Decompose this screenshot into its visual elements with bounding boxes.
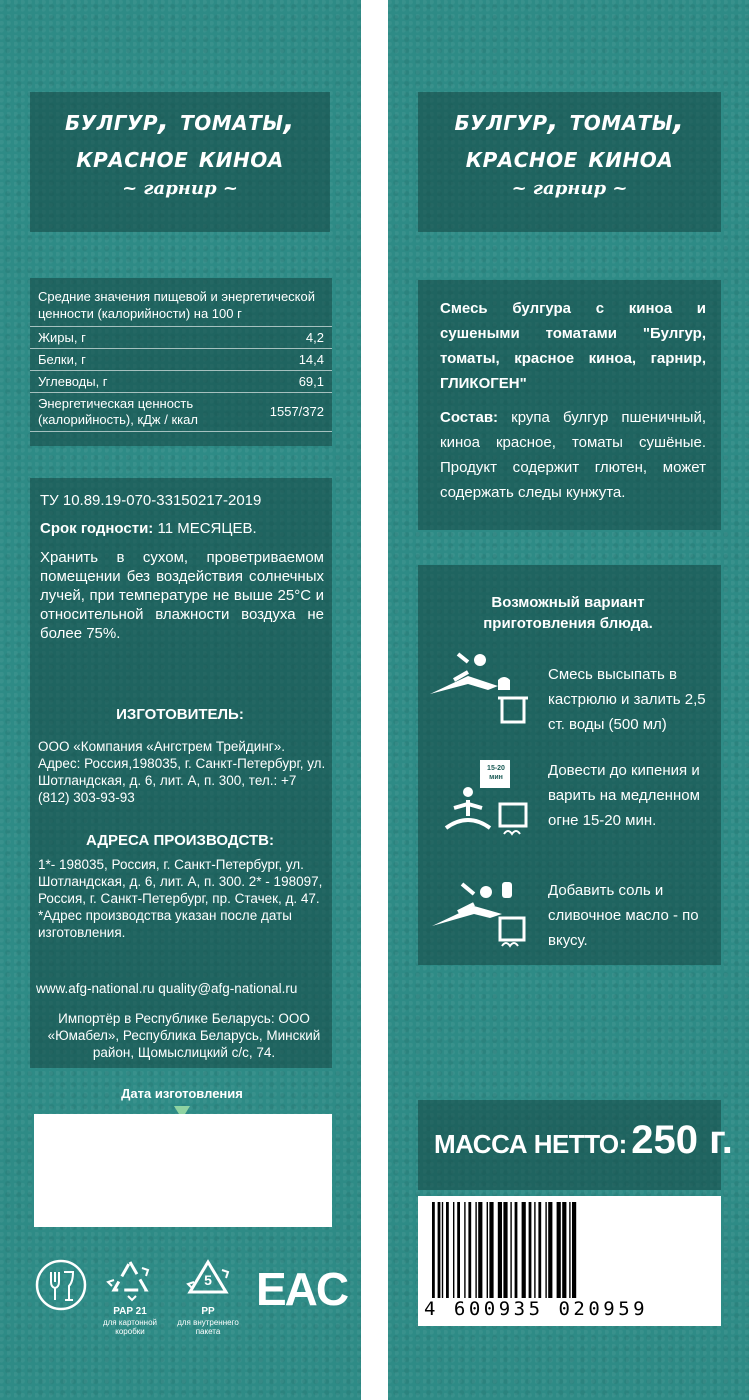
barcode-bar <box>545 1202 546 1298</box>
website-email: www.afg-national.ru quality@afg-national.ru <box>36 981 298 996</box>
title-line-2: красное киноа <box>76 140 284 174</box>
nutrition-label: Углеводы, г <box>38 374 108 389</box>
barcode-bar <box>432 1202 435 1298</box>
barcode-bar <box>515 1202 518 1298</box>
prep-step-3-text: Добавить соль и сливочное масло - по вкусу. <box>548 882 699 949</box>
nutrition-row <box>30 327 332 349</box>
barcode-digits: 4 600935 020959 <box>424 1298 649 1320</box>
shelf-life-value: 11 МЕСЯЦЕВ. <box>153 520 257 537</box>
barcode-bar <box>442 1202 443 1298</box>
shelf-life-label: Срок годности: <box>40 520 154 537</box>
nutrition-header: Средние значения пищевой и энергетической ценности (калорийности) на 100 г <box>30 284 332 327</box>
nutrition-row <box>30 349 332 371</box>
title-block <box>418 92 721 232</box>
recycling-icons <box>34 1258 348 1348</box>
left-side-panel <box>0 0 361 1400</box>
barcode-bar <box>569 1202 570 1298</box>
barcode-bar <box>478 1202 482 1298</box>
barcode-bar <box>572 1202 576 1298</box>
barcode-bar <box>475 1202 476 1298</box>
nutrition-value: 69,1 <box>298 374 324 389</box>
timer-label: 15-20 мин <box>487 765 505 781</box>
barcode-bar <box>510 1202 511 1298</box>
pp-number: 5 <box>204 1272 212 1288</box>
importer-info: Импортёр в Республике Беларусь: ООО «Юмабел», Республика Беларусь, Минский район, Щомыслицкий с/с, 74. <box>47 1011 321 1060</box>
product-description: Смесь булгура с киноа и сушеными томатами "Булгур, томаты, красное киноа, гарнир, ГЛИКОГЕН" <box>440 300 706 392</box>
pour-pot-icon <box>428 650 538 730</box>
storage-conditions: Хранить в сухом, проветриваемом помещении без воздействия солнечных лучей, при температуре не выше 25°С и относительной влажности воздуха не более 75%. <box>40 549 324 642</box>
net-weight-label: МАССА НЕТТО: <box>434 1129 627 1159</box>
manufacturer-text: ООО «Компания «Ангстрем Трейдинг». Адрес: Россия,198035, г. Санкт-Петербург, ул. Шотландская, д. 6, лит. А, п. 300, тел.: +7 (812) 303-93-93 <box>38 739 326 805</box>
subtitle: ~ гарнир ~ <box>122 178 238 199</box>
right-side-panel <box>388 0 749 1400</box>
pap-sub: для картонной коробки <box>102 1318 158 1336</box>
date-label: Дата изготовления <box>121 1086 243 1101</box>
barcode-bar <box>446 1202 449 1298</box>
pap-label: PAP 21 <box>113 1306 147 1317</box>
production-heading: АДРЕСА ПРОИЗВОДСТВ: <box>85 832 275 849</box>
barcode-bar <box>489 1202 493 1298</box>
barcode-bar <box>468 1202 471 1298</box>
prep-step-1-text: Смесь высыпать в кастрюлю и залить 2,5 ст. воды (500 мл) <box>548 666 706 733</box>
pp-sub: для внутреннего пакета <box>177 1318 239 1336</box>
barcode-bar <box>522 1202 526 1298</box>
barcode-bar <box>457 1202 460 1298</box>
barcode-bar <box>529 1202 532 1298</box>
add-salt-icon <box>430 876 540 956</box>
production-text: 1*- 198035, Россия, г. Санкт-Петербург, ул. Шотландская, д. 6, лит. А, п. 300. 2* - 198097, Россия, г. Санкт-Петербург, пр. Стачек, д. 47. *Адрес производства указан после даты изготовления. <box>38 857 323 940</box>
subtitle: ~ гарнир ~ <box>511 178 628 199</box>
title-line-1: булгур, томаты, <box>64 103 296 137</box>
nutrition-label: Жиры, г <box>38 330 86 345</box>
barcode-bar <box>498 1202 502 1298</box>
shelf-life <box>40 520 330 537</box>
nutrition-row <box>30 393 332 432</box>
barcode-bar <box>534 1202 535 1298</box>
composition <box>440 405 706 505</box>
barcode-bar <box>562 1202 566 1298</box>
date-of-manufacture-box <box>34 1114 332 1227</box>
net-weight <box>434 1118 733 1163</box>
composition-text: крупа булгур пшеничный, киноа красное, томаты сушёные. Продукт содержит глютен, может содержать следы кунжута. <box>440 409 706 501</box>
nutrition-value: 4,2 <box>305 330 324 345</box>
nutrition-label: Энергетическая ценность (калорийность), кДж / ккал <box>38 396 198 427</box>
barcode-bar <box>464 1202 465 1298</box>
barcode-bars <box>428 1202 708 1298</box>
nutrition-label: Белки, г <box>38 352 86 367</box>
barcode-bar <box>503 1202 507 1298</box>
nutrition-value: 14,4 <box>298 352 324 367</box>
nutrition-table <box>30 278 332 446</box>
title-line-1: булгур, томаты, <box>454 103 685 137</box>
pap-recycle-icon <box>100 1258 160 1306</box>
barcode-bar <box>557 1202 561 1298</box>
barcode-bar <box>453 1202 454 1298</box>
net-weight-value: 250 г. <box>631 1118 733 1162</box>
barcode-bar <box>438 1202 441 1298</box>
nutrition-value: 1557/372 <box>269 404 324 419</box>
food-safe-icon <box>34 1258 88 1312</box>
title-block <box>30 92 330 232</box>
composition-label: Состав: <box>440 409 499 426</box>
barcode-bar <box>487 1202 488 1298</box>
tu-code: ТУ 10.89.19-070-33150217-2019 <box>40 492 262 509</box>
prep-step-2-text: Довести до кипения и варить на медленном огне 15-20 мин. <box>548 762 700 829</box>
title-line-2: красное киноа <box>465 140 674 174</box>
barcode <box>418 1196 721 1326</box>
barcode-bar <box>548 1202 552 1298</box>
barcode-bar <box>538 1202 541 1298</box>
preparation-heading: Возможный вариант приготовления блюда. <box>483 594 653 632</box>
pp-label: PP <box>201 1306 215 1317</box>
eac-mark-icon: EAC <box>256 1263 348 1315</box>
nutrition-row <box>30 371 332 393</box>
manufacturer-heading: ИЗГОТОВИТЕЛЬ: <box>116 706 244 723</box>
